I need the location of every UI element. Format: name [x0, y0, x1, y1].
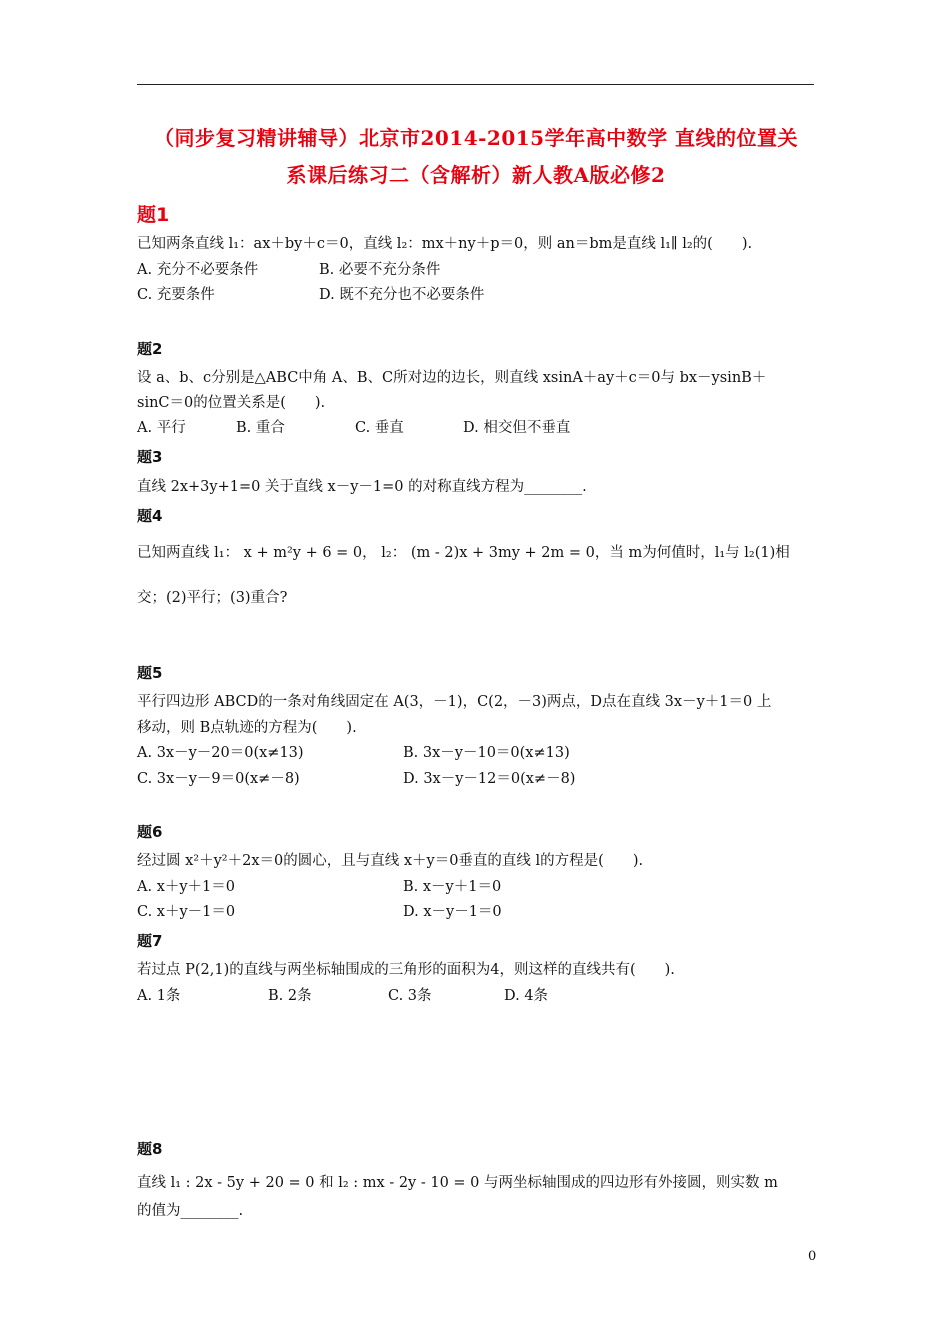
question-7-heading: 题7 [137, 932, 163, 950]
question-7-option-d: D. 4条 [504, 988, 549, 1004]
question-3-heading: 题3 [137, 448, 163, 466]
document-title-line-1: （同步复习精讲辅导）北京市2014-2015学年高中数学 直线的位置关 [153, 126, 799, 150]
question-2-heading: 题2 [137, 340, 163, 358]
question-2-option-c: C. 垂直 [355, 420, 404, 436]
question-6-text: 经过圆 x²＋y²＋2x＝0的圆心，且与直线 x＋y＝0垂直的直线 l的方程是( ). [137, 853, 644, 869]
page-number: 0 [808, 1249, 817, 1264]
question-5-option-c: C. 3x－y－9＝0(x≠－8) [137, 771, 300, 787]
question-8-text-2: 的值为________. [137, 1203, 244, 1219]
question-6-option-d: D. x－y－1＝0 [403, 904, 502, 920]
question-4-heading: 题4 [137, 507, 163, 525]
question-1-heading: 题1 [137, 204, 170, 226]
question-5-option-d: D. 3x－y－12＝0(x≠－8) [403, 771, 576, 787]
question-8-text-1: 直线 l₁ : 2x - 5y + 20 = 0 和 l₂ : mx - 2y - 10 = 0 与两坐标轴围成的四边形有外接圆，则实数 m [137, 1175, 778, 1191]
question-7-option-b: B. 2条 [268, 988, 312, 1004]
question-1-option-d: D. 既不充分也不必要条件 [319, 287, 485, 303]
question-7-option-a: A. 1条 [137, 988, 181, 1004]
question-5-text-1: 平行四边形 ABCD的一条对角线固定在 A(3，－1)，C(2，－3)两点，D点在直线 3x－y＋1＝0 上 [137, 694, 772, 710]
question-2-text-1: 设 a、b、c分别是△ABC中角 A、B、C所对边的边长，则直线 xsinA＋ay＋c＝0与 bx－ysinB＋ [137, 370, 767, 386]
question-3-text: 直线 2x+3y+1=0 关于直线 x－y－1=0 的对称直线方程为________. [137, 479, 587, 495]
question-5-option-b: B. 3x－y－10＝0(x≠13) [403, 745, 570, 761]
question-7-text: 若过点 P(2,1)的直线与两坐标轴围成的三角形的面积为4，则这样的直线共有( ). [137, 962, 675, 978]
question-6-option-a: A. x＋y＋1＝0 [137, 879, 236, 895]
header-rule [137, 84, 814, 85]
question-2-option-b: B. 重合 [236, 420, 285, 436]
question-4-text-2: 交；(2)平行；(3)重合? [137, 590, 288, 606]
question-1-option-c: C. 充要条件 [137, 287, 215, 303]
question-6-option-b: B. x－y＋1＝0 [403, 879, 502, 895]
question-6-option-c: C. x＋y－1＝0 [137, 904, 236, 920]
question-7-option-c: C. 3条 [388, 988, 432, 1004]
question-6-heading: 题6 [137, 823, 163, 841]
question-1-option-b: B. 必要不充分条件 [319, 262, 441, 278]
question-1-option-a: A. 充分不必要条件 [137, 262, 259, 278]
question-2-text-2: sinC＝0的位置关系是( ). [137, 395, 326, 411]
document-title-line-2: 系课后练习二（含解析）新人教A版必修2 [286, 163, 666, 187]
question-2-option-d: D. 相交但不垂直 [463, 420, 571, 436]
question-8-heading: 题8 [137, 1140, 163, 1158]
question-2-option-a: A. 平行 [137, 420, 186, 436]
question-4-text-1: 已知两直线 l₁： x + m²y + 6 = 0， l₂： (m - 2)x + 3my + 2m = 0，当 m为何值时，l₁与 l₂(1)相 [137, 545, 790, 561]
question-5-text-2: 移动，则 B点轨迹的方程为( ). [137, 720, 357, 736]
question-5-heading: 题5 [137, 664, 163, 682]
question-1-text: 已知两条直线 l₁：ax＋by＋c＝0，直线 l₂：mx＋ny＋p＝0，则 an＝bm是直线 l₁∥ l₂的( ). [137, 236, 753, 252]
question-5-option-a: A. 3x－y－20＝0(x≠13) [137, 745, 304, 761]
